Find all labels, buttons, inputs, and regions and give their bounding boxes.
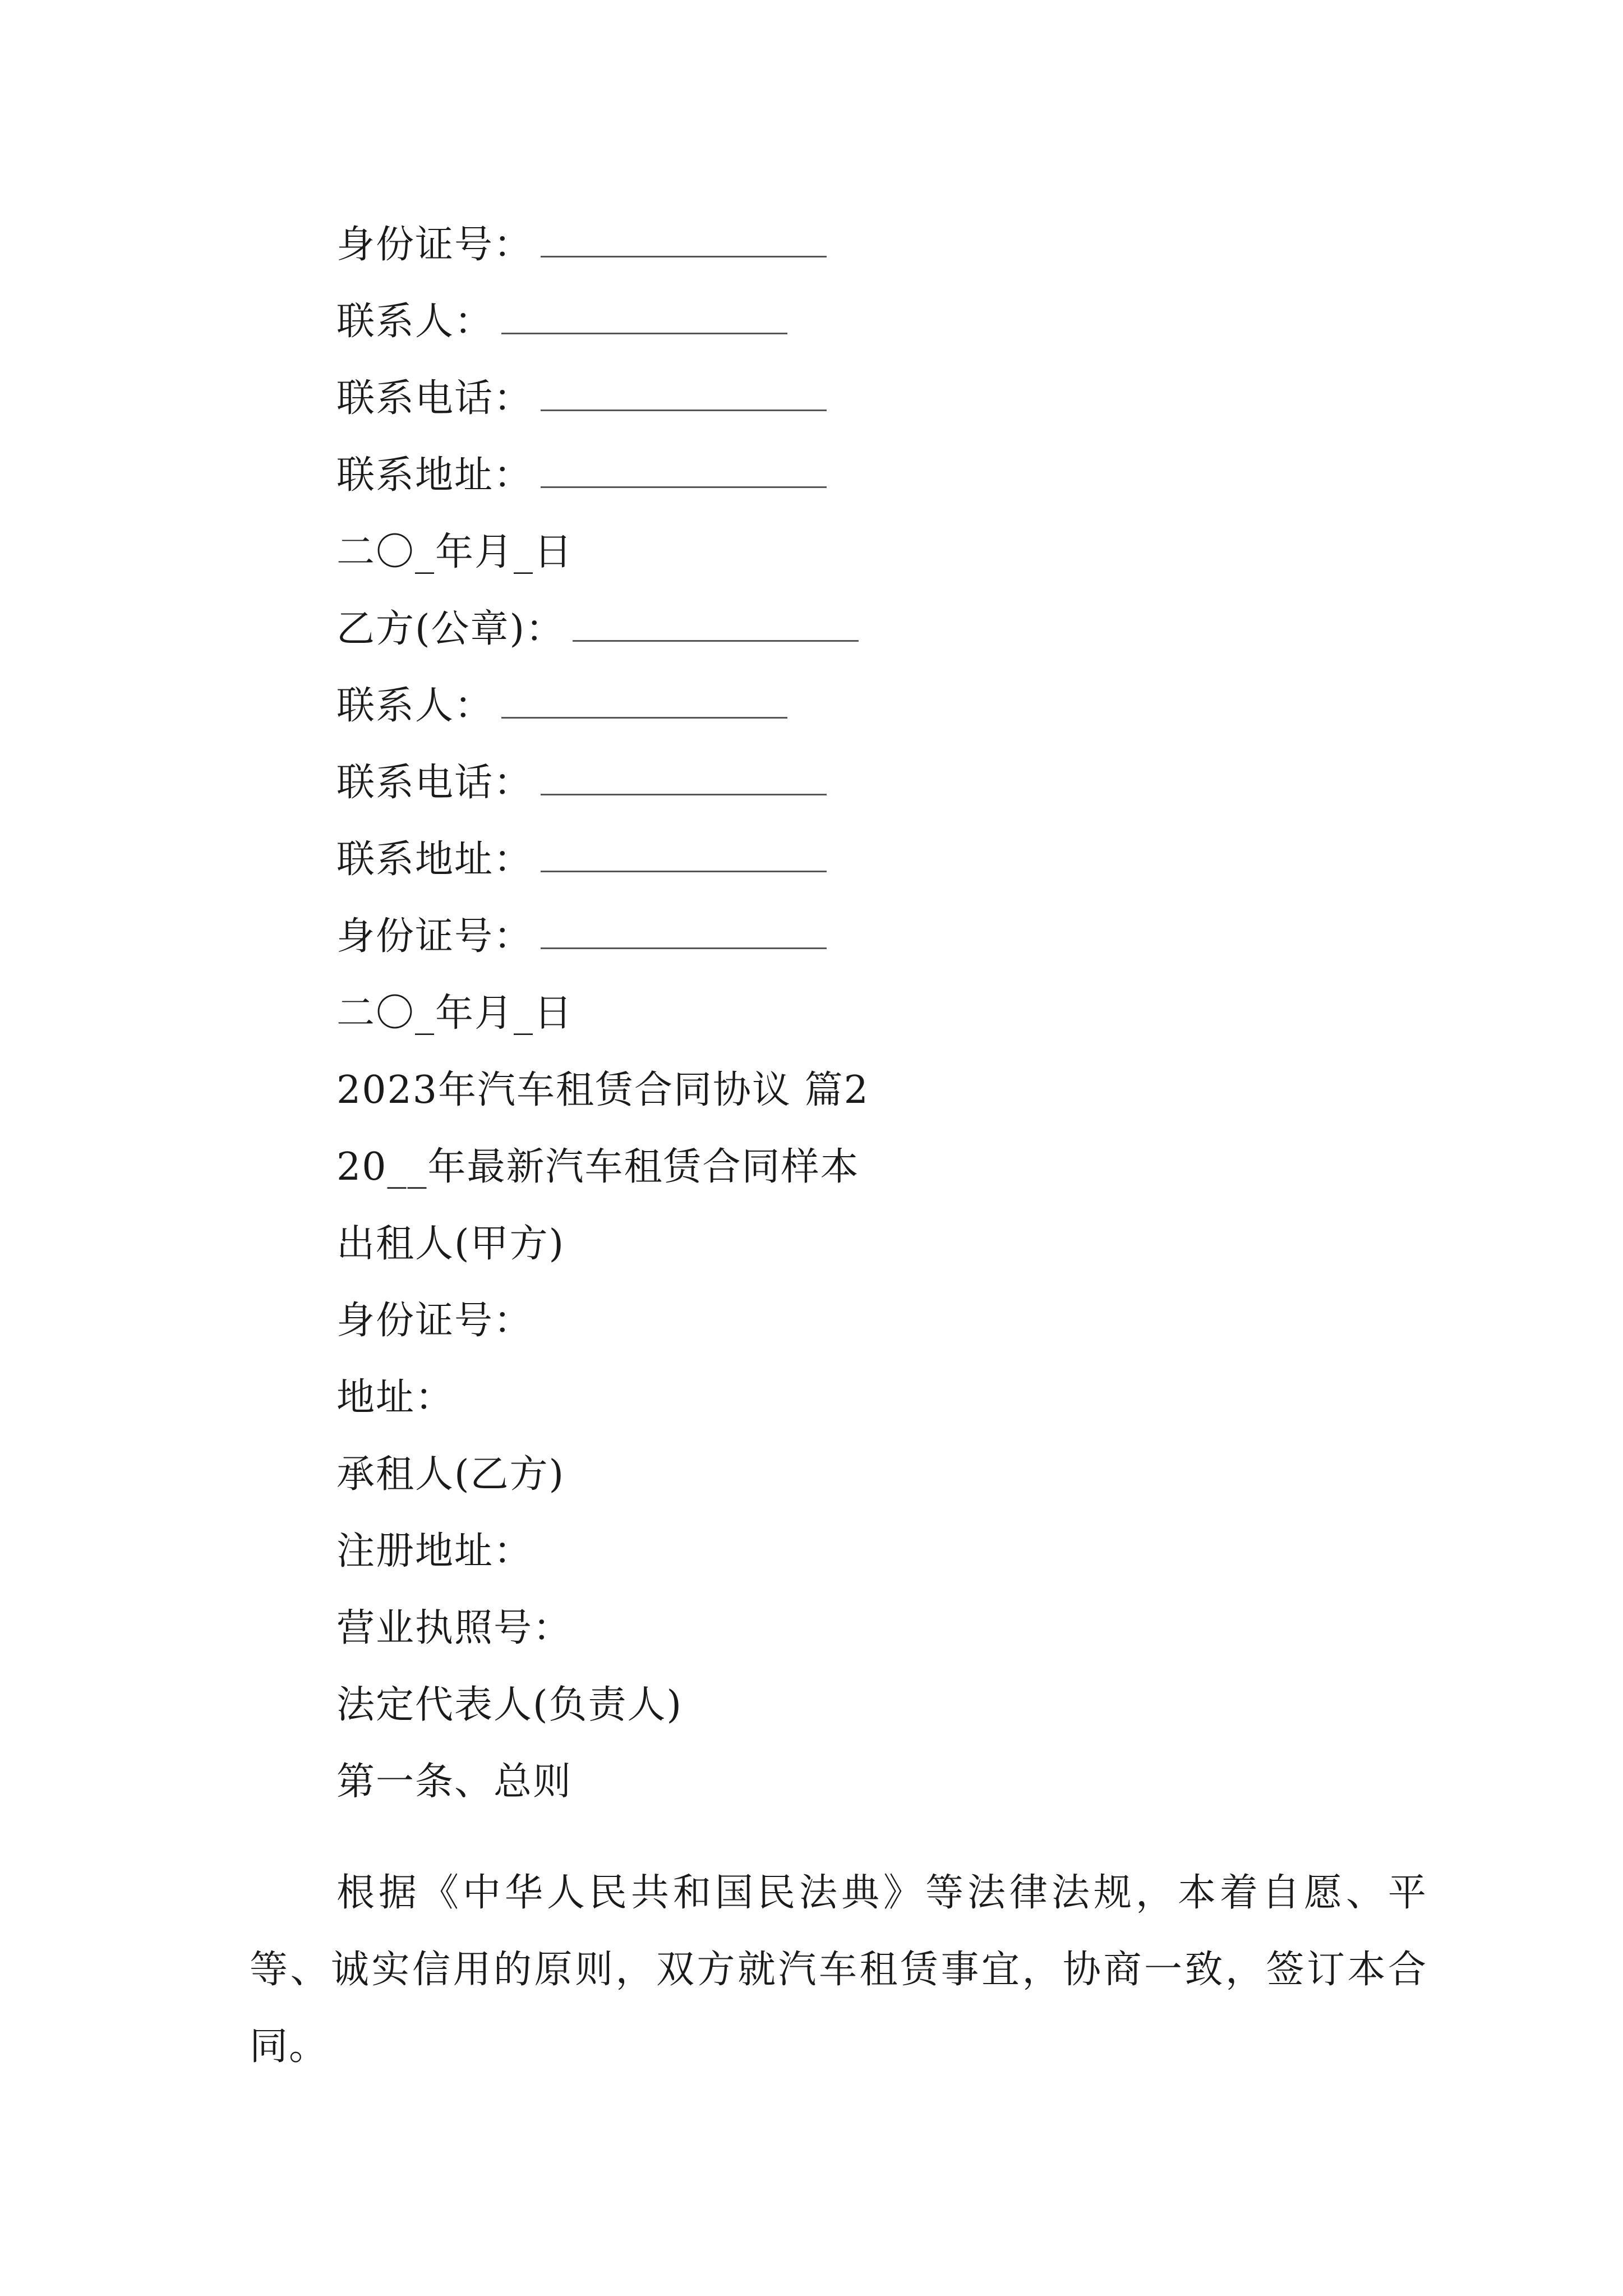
- line-label: 承租人(乙方): [336, 1452, 565, 1497]
- party-line: [336, 1205, 1458, 1282]
- party-line: [336, 1513, 1458, 1590]
- line-label: 二〇_年月_日: [336, 530, 574, 574]
- line-label: 联系地址：: [336, 453, 533, 498]
- form-line: [336, 437, 1458, 514]
- form-line: [336, 821, 1458, 898]
- line-label: 营业执照号：: [336, 1606, 573, 1650]
- date-line: [336, 514, 1458, 591]
- form-line: [336, 283, 1458, 360]
- line-label: 注册地址：: [336, 1529, 533, 1573]
- fill-in-blank: [501, 717, 787, 719]
- fill-in-blank: [573, 640, 859, 642]
- date-line: [336, 975, 1458, 1052]
- line-label: 第一条、总则: [336, 1760, 573, 1804]
- fill-in-blank: [541, 794, 827, 795]
- section-heading: [336, 1052, 1458, 1129]
- party-line: [336, 1590, 1458, 1667]
- line-label: 联系人：: [336, 684, 494, 728]
- line-label: 出租人(甲方): [336, 1222, 565, 1266]
- form-line: [336, 898, 1458, 975]
- line-label: 联系人：: [336, 300, 494, 344]
- party-line: [336, 1282, 1458, 1359]
- line-label: 联系电话：: [336, 761, 533, 805]
- contract-title: [336, 1129, 1458, 1205]
- line-label: 法定代表人(负责人): [336, 1683, 683, 1727]
- line-label: 二〇_年月_日: [336, 991, 574, 1036]
- form-line: [336, 668, 1458, 744]
- form-line: [336, 206, 1458, 283]
- line-label: 2023年汽车租赁合同协议 篇2: [336, 1068, 869, 1112]
- form-line: [336, 744, 1458, 821]
- fill-in-blank: [541, 409, 827, 411]
- fill-in-blank: [541, 486, 827, 488]
- fill-in-blank: [541, 871, 827, 872]
- line-label: 联系电话：: [336, 376, 533, 421]
- body-paragraph: 根据《中华人民共和国民法典》等法律法规，本着自愿、平等、诚实信用的原则，双方就汽车租赁事宜，协商一致，签订本合同。: [250, 1871, 1427, 2069]
- fill-in-blank: [541, 256, 827, 257]
- line-label: 20__年最新汽车租赁合同样本: [336, 1145, 860, 1189]
- party-line: [336, 1359, 1458, 1436]
- line-label: 地址：: [336, 1375, 455, 1420]
- fill-in-blank: [501, 333, 787, 334]
- line-label: 乙方(公章)：: [336, 607, 565, 651]
- form-line: [336, 360, 1458, 437]
- form-lines: [336, 206, 1458, 1820]
- line-label: 联系地址：: [336, 838, 533, 882]
- form-line: [336, 591, 1458, 668]
- fill-in-blank: [541, 947, 827, 949]
- article-heading: [336, 1743, 1458, 1820]
- party-line: [336, 1436, 1458, 1513]
- line-label: 身份证号：: [336, 1299, 533, 1343]
- party-line: [336, 1667, 1458, 1743]
- line-label: 身份证号：: [336, 223, 533, 267]
- line-label: 身份证号：: [336, 914, 533, 959]
